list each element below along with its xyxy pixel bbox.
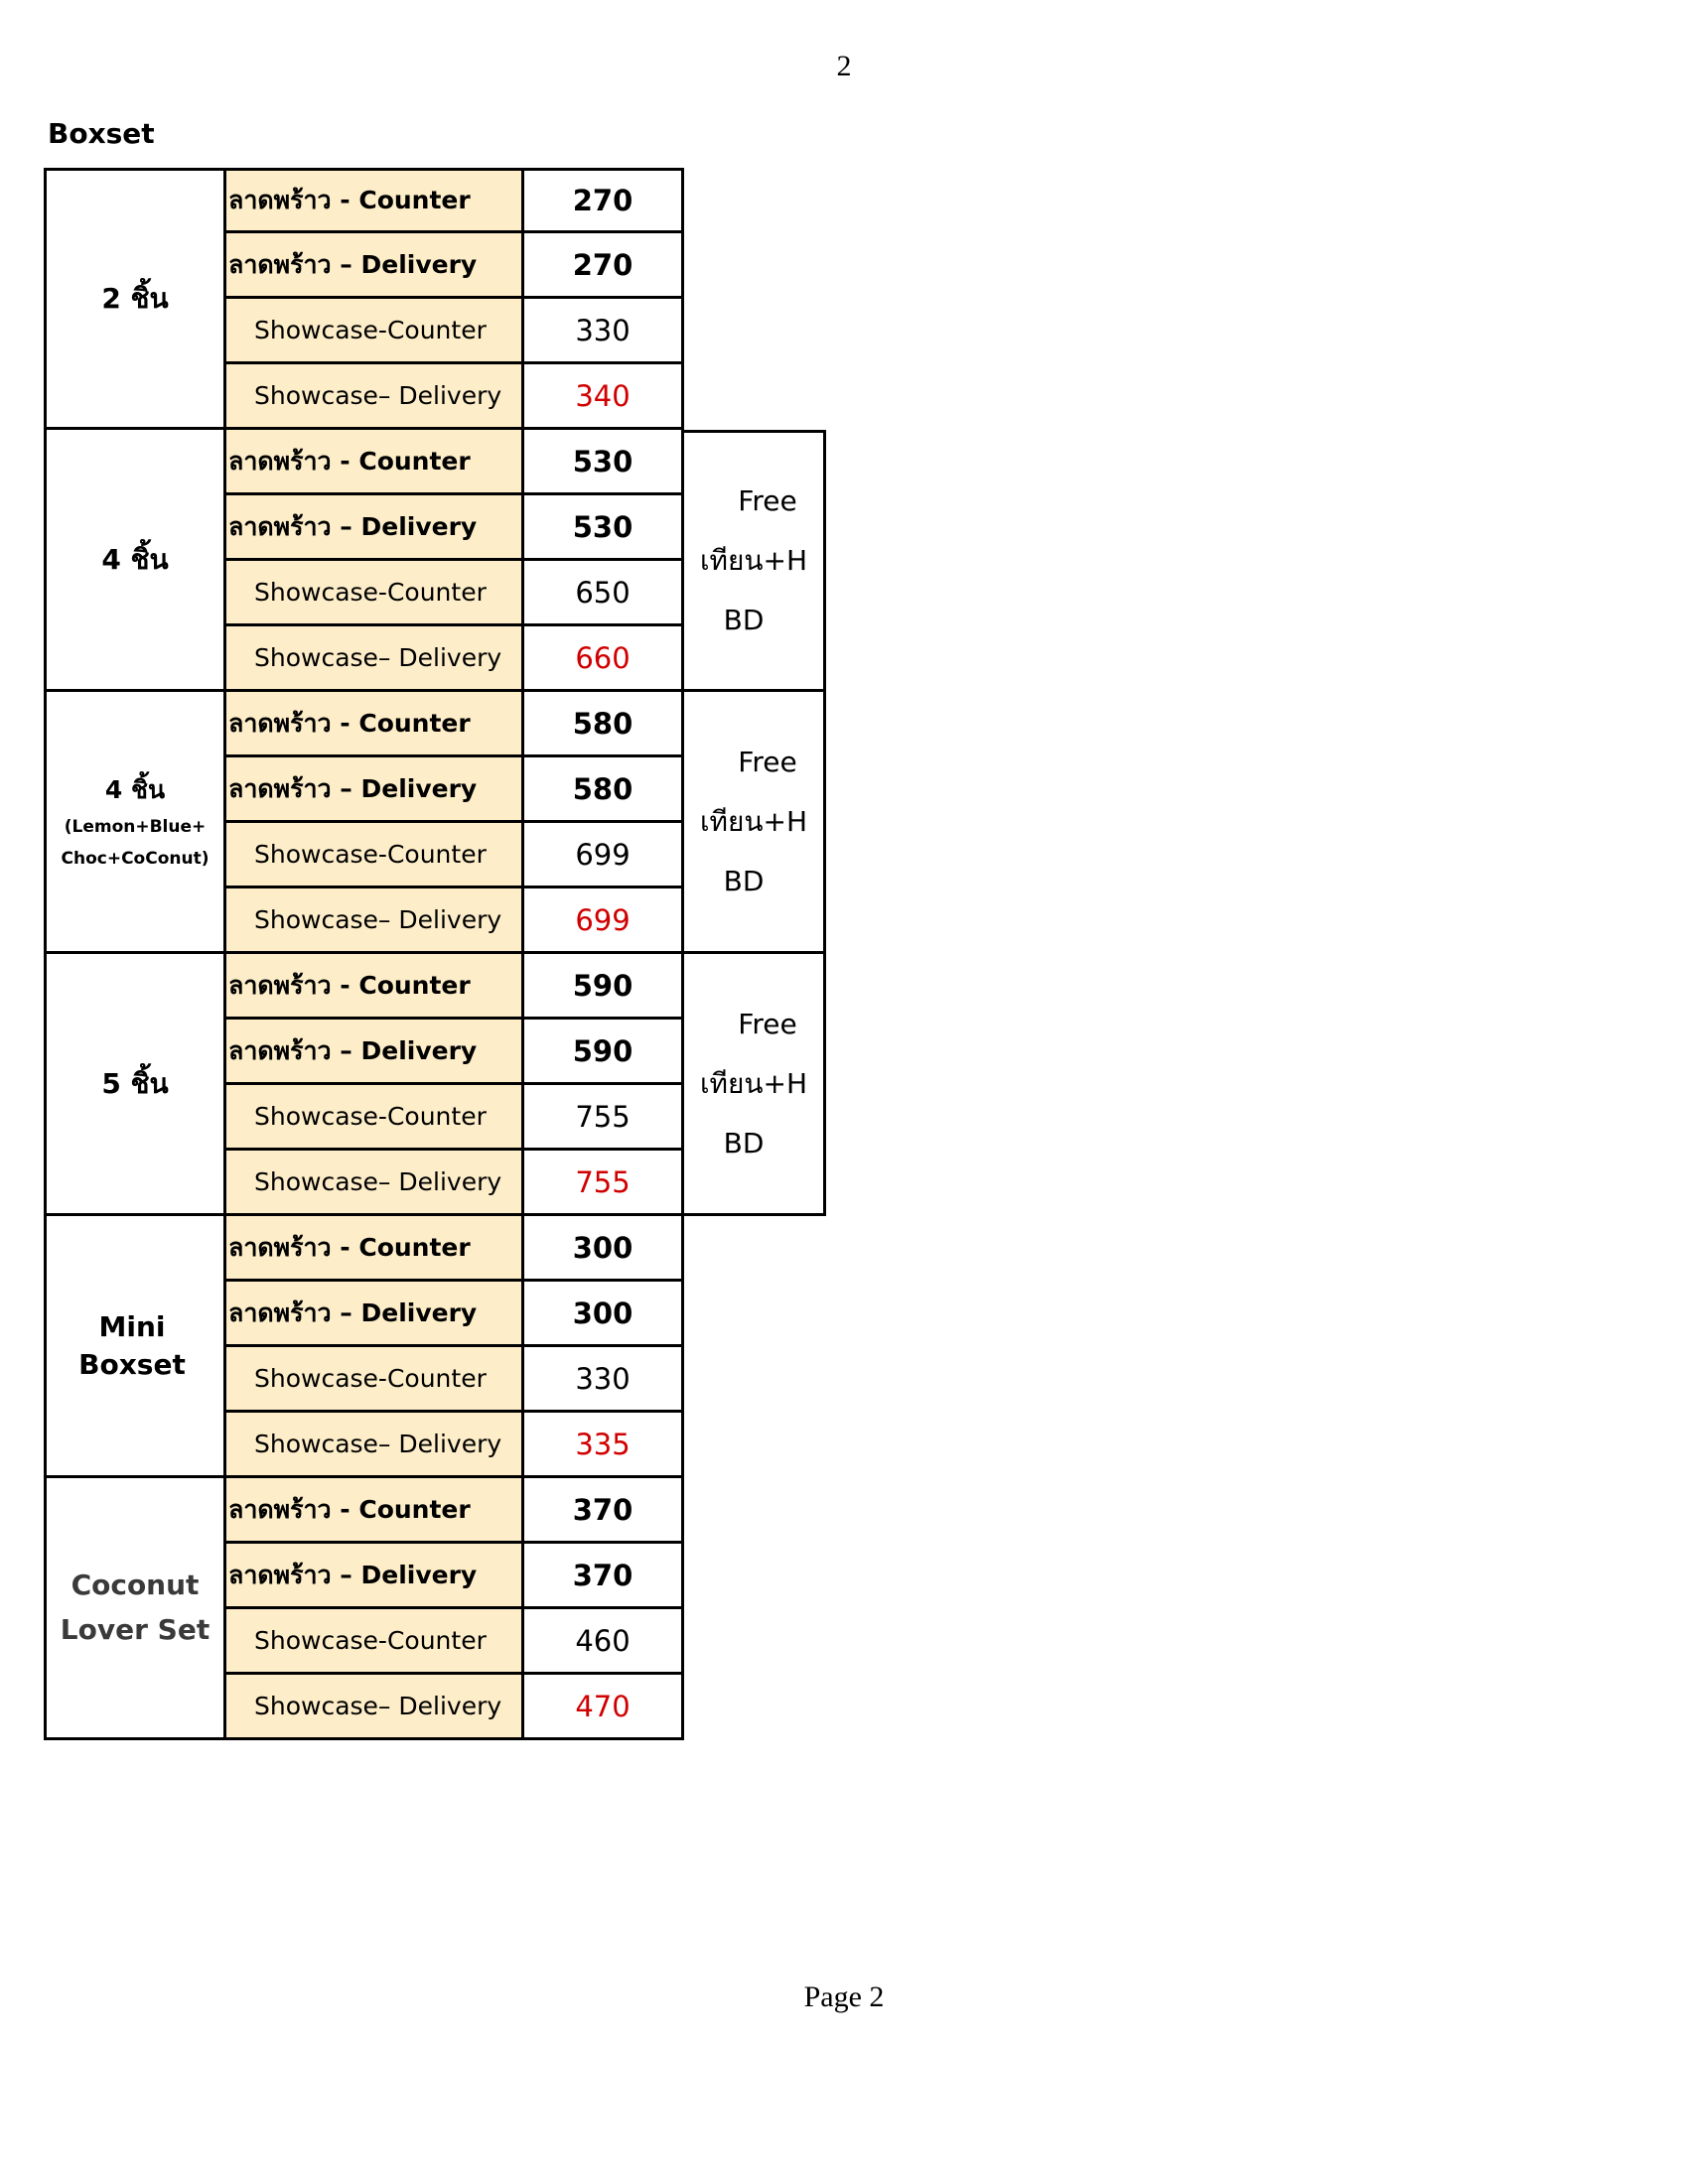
price-cell: 650 [524, 561, 684, 626]
price-cell: 699 [524, 888, 684, 954]
option-cell: ลาดพร้าว - Counter [226, 954, 524, 1020]
price-cell: 580 [524, 692, 684, 757]
option-cell: Showcase-Counter [226, 1085, 524, 1151]
option-cell: ลาดพร้าว - Counter [226, 1216, 524, 1282]
price-cell: 300 [524, 1282, 684, 1347]
group-label: Coconut Lover Set [44, 1478, 226, 1740]
group-label: Mini Boxset [44, 1216, 226, 1478]
page-number: 2 [836, 50, 852, 82]
empty-promo-cell [684, 168, 826, 430]
option-cell: ลาดพร้าว - Counter [226, 1478, 524, 1544]
option-cell: Showcase-Counter [226, 1609, 524, 1675]
option-cell: Showcase– Delivery [226, 1413, 524, 1478]
price-cell: 270 [524, 233, 684, 299]
option-cell: Showcase– Delivery [226, 1151, 524, 1216]
price-cell: 590 [524, 1020, 684, 1085]
option-cell: Showcase-Counter [226, 823, 524, 888]
price-cell: 699 [524, 823, 684, 888]
price-cell: 335 [524, 1413, 684, 1478]
price-cell: 590 [524, 954, 684, 1020]
option-cell: Showcase– Delivery [226, 888, 524, 954]
promo-cell: Free เทียน+H BD [684, 692, 826, 954]
price-cell: 330 [524, 299, 684, 364]
option-cell: ลาดพร้าว – Delivery [226, 1020, 524, 1085]
price-cell: 270 [524, 168, 684, 233]
option-cell: Showcase– Delivery [226, 1675, 524, 1740]
price-cell: 755 [524, 1085, 684, 1151]
price-cell: 370 [524, 1478, 684, 1544]
option-cell: ลาดพร้าว - Counter [226, 168, 524, 233]
option-cell: ลาดพร้าว – Delivery [226, 233, 524, 299]
empty-promo-cell [684, 1216, 826, 1478]
price-table [44, 168, 826, 1740]
group-label: 2 ชิ้น [44, 168, 226, 430]
price-cell: 330 [524, 1347, 684, 1413]
price-cell: 660 [524, 626, 684, 692]
option-cell: ลาดพร้าว – Delivery [226, 1282, 524, 1347]
option-cell: ลาดพร้าว – Delivery [226, 757, 524, 823]
price-cell: 470 [524, 1675, 684, 1740]
option-cell: ลาดพร้าว – Delivery [226, 1544, 524, 1609]
section-heading: Boxset [48, 117, 155, 150]
promo-cell: Free เทียน+H BD [684, 954, 826, 1216]
price-cell: 530 [524, 430, 684, 495]
option-cell: Showcase-Counter [226, 299, 524, 364]
option-cell: Showcase– Delivery [226, 626, 524, 692]
group-label: 4 ชิ้น [44, 430, 226, 692]
price-cell: 580 [524, 757, 684, 823]
price-cell: 755 [524, 1151, 684, 1216]
option-cell: ลาดพร้าว - Counter [226, 692, 524, 757]
group-label: 5 ชิ้น [44, 954, 226, 1216]
option-cell: Showcase-Counter [226, 561, 524, 626]
price-cell: 340 [524, 364, 684, 430]
price-cell: 300 [524, 1216, 684, 1282]
empty-promo-cell [684, 1478, 826, 1740]
option-cell: Showcase– Delivery [226, 364, 524, 430]
group-label: 4 ชิ้น (Lemon+Blue+ Choc+CoConut) [44, 692, 226, 954]
option-cell: Showcase-Counter [226, 1347, 524, 1413]
price-cell: 530 [524, 495, 684, 561]
option-cell: ลาดพร้าว – Delivery [226, 495, 524, 561]
price-cell: 460 [524, 1609, 684, 1675]
option-cell: ลาดพร้าว - Counter [226, 430, 524, 495]
page-footer: Page 2 [803, 1980, 885, 2013]
promo-cell: Free เทียน+H BD [684, 430, 826, 692]
price-cell: 370 [524, 1544, 684, 1609]
